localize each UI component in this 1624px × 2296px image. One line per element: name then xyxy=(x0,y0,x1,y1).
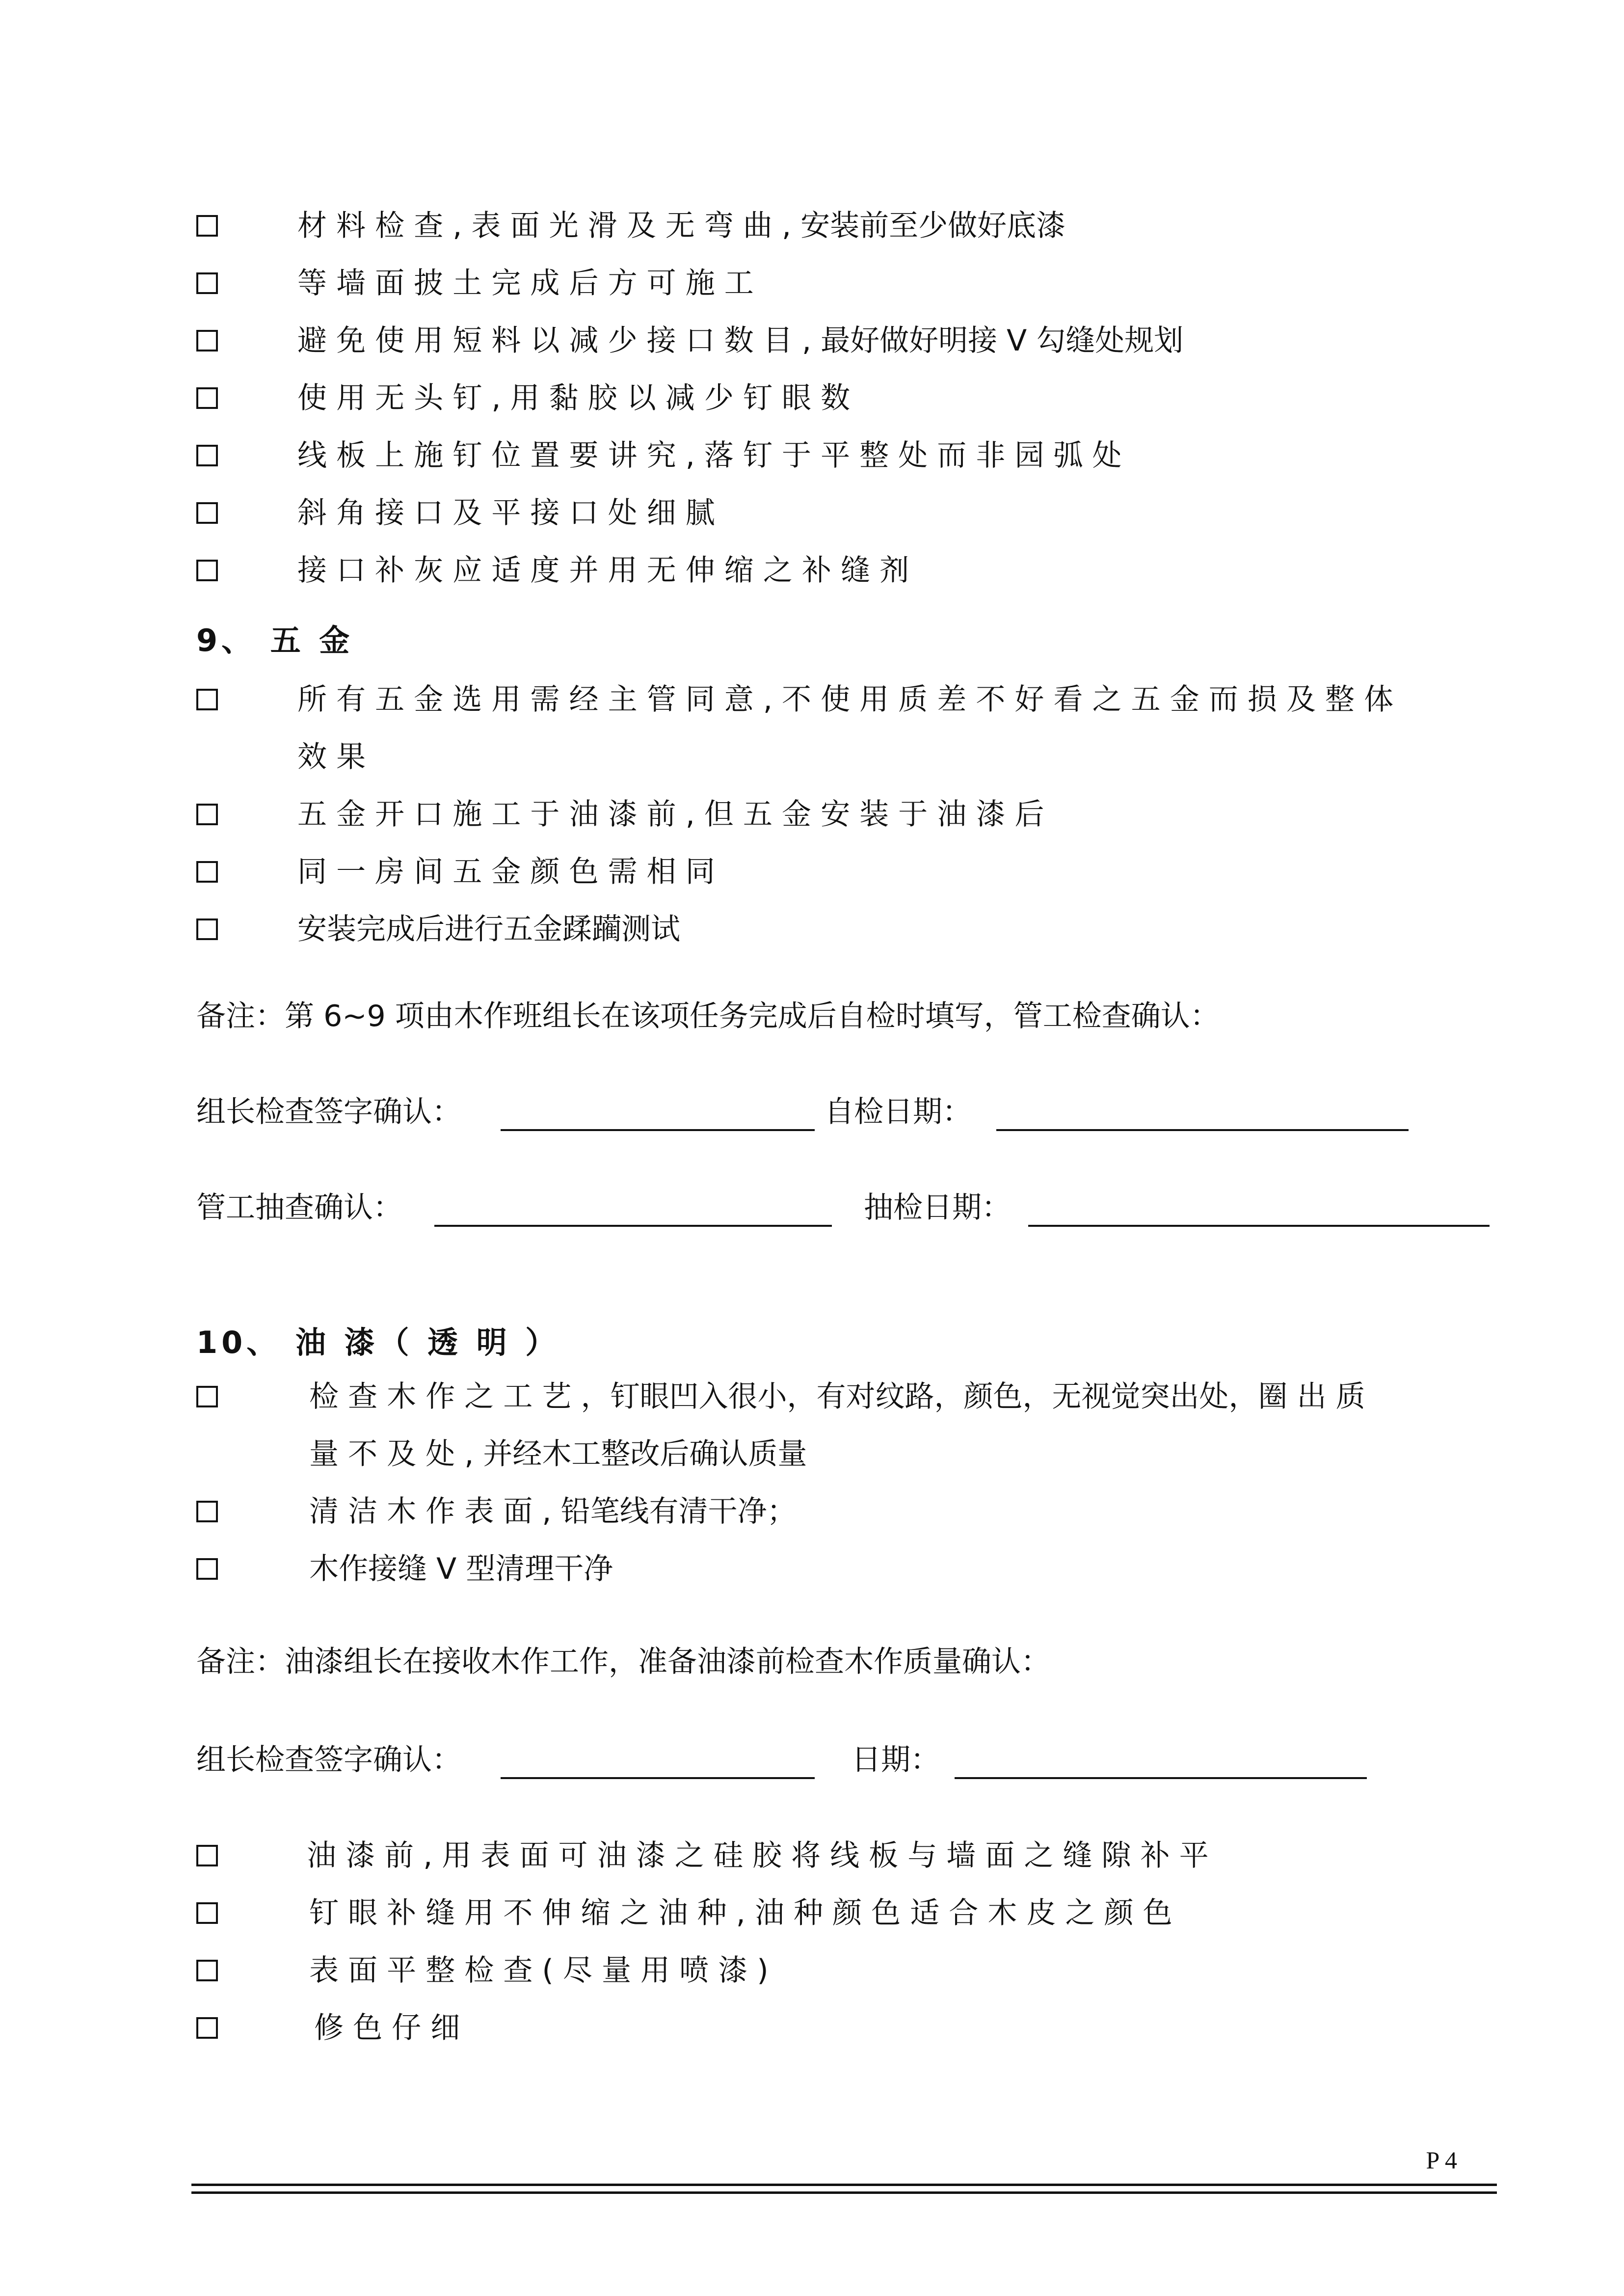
section-10-title: 10、 油 漆（ 透 明 ） xyxy=(196,1324,560,1360)
page-number: P 4 xyxy=(1426,2146,1457,2174)
section-10-note: 备注：油漆组长在接收木作工作，准备油漆前检查木作质量确认： xyxy=(196,1645,1050,1679)
checkbox[interactable] xyxy=(196,804,218,825)
checklist-item-text-cont: 效 果 xyxy=(297,740,366,774)
checklist-item xyxy=(196,259,218,308)
leader-signature-field[interactable] xyxy=(501,1129,815,1131)
checklist-item-text: 斜 角 接 口 及 平 接 口 处 细 腻 xyxy=(297,496,715,530)
checklist-item-text: 同 一 房 间 五 金 颜 色 需 相 同 xyxy=(297,855,715,889)
checklist-item-text: 所 有 五 金 选 用 需 经 主 管 同 意 , 不 使 用 质 差 不 好 看 之 五 金 而 损 及 整 体 xyxy=(297,682,1394,717)
checkbox[interactable] xyxy=(196,215,218,237)
paint-leader-signature-label: 组长检查签字确认： xyxy=(196,1743,461,1777)
checklist-item xyxy=(196,790,218,839)
supervisor-signature-label: 管工抽查确认： xyxy=(196,1190,402,1225)
self-check-date-field[interactable] xyxy=(996,1129,1409,1131)
leader-signature-label: 组长检查签字确认： xyxy=(196,1095,461,1129)
checklist-item-text: 使 用 无 头 钉 , 用 黏 胶 以 减 少 钉 眼 数 xyxy=(297,381,851,415)
checklist-item-text: 等 墙 面 披 土 完 成 后 方 可 施 工 xyxy=(297,266,754,300)
checkbox[interactable] xyxy=(196,1558,218,1580)
checkbox[interactable] xyxy=(196,1960,218,1981)
checklist-item xyxy=(196,1544,218,1594)
checklist-item xyxy=(196,2003,218,2053)
checklist-item-text: 木作接缝 V 型清理干净 xyxy=(309,1552,613,1586)
checkbox[interactable] xyxy=(196,387,218,409)
checklist-item-text: 五 金 开 口 施 工 于 油 漆 前 , 但 五 金 安 装 于 油 漆 后 xyxy=(297,797,1044,832)
checklist-item-text: 油 漆 前 , 用 表 面 可 油 漆 之 硅 胶 将 线 板 与 墙 面 之 缝 隙 补 平 xyxy=(307,1838,1209,1873)
footer-rule xyxy=(191,2184,1497,2186)
checkbox[interactable] xyxy=(196,861,218,883)
checklist-item xyxy=(196,847,218,896)
checklist-item-text: 表 面 平 整 检 查 ( 尽 量 用 喷 漆 ) xyxy=(309,1953,769,1988)
spot-check-date-label: 抽检日期： xyxy=(864,1190,1011,1225)
checklist-item xyxy=(196,488,218,538)
checklist-item xyxy=(196,431,218,480)
checklist-item xyxy=(196,1487,218,1536)
checkbox[interactable] xyxy=(196,1501,218,1522)
checklist-item xyxy=(196,1372,218,1421)
checklist-item xyxy=(196,1831,218,1880)
checklist-item-text: 安装完成后进行五金蹂躏测试 xyxy=(297,912,680,946)
checkbox[interactable] xyxy=(196,1845,218,1866)
checklist-item xyxy=(196,201,218,250)
checklist-item-text-cont: 量 不 及 处 , 并经木工整改后确认质量 xyxy=(309,1437,807,1471)
checklist-item-text: 检 查 木 作 之 工 艺 ，钉眼凹入很小，有对纹路，颜色，无视觉突出处，圈 出 质 xyxy=(309,1379,1365,1414)
checklist-item xyxy=(196,1889,218,1938)
checklist-item xyxy=(196,546,218,595)
checklist-item xyxy=(196,316,218,365)
self-check-date-label: 自检日期： xyxy=(825,1095,972,1129)
paint-leader-signature-field[interactable] xyxy=(501,1777,815,1779)
checkbox[interactable] xyxy=(196,502,218,524)
checklist-item xyxy=(196,675,218,724)
checkbox[interactable] xyxy=(196,330,218,351)
checkbox[interactable] xyxy=(196,918,218,940)
checklist-item xyxy=(196,374,218,423)
checkbox[interactable] xyxy=(196,689,218,710)
checklist-item-text: 避 免 使 用 短 料 以 减 少 接 口 数 目 , 最好做好明接 V 勾缝处规划 xyxy=(297,324,1184,358)
footer-rule xyxy=(191,2191,1497,2194)
paint-date-field[interactable] xyxy=(955,1777,1367,1779)
checkbox[interactable] xyxy=(196,1902,218,1924)
checkbox[interactable] xyxy=(196,445,218,466)
checkbox[interactable] xyxy=(196,1386,218,1407)
checklist-item-text: 线 板 上 施 钉 位 置 要 讲 究 , 落 钉 于 平 整 处 而 非 园 弧 处 xyxy=(297,438,1122,473)
paint-date-label: 日期： xyxy=(852,1743,940,1777)
checklist-item-text: 钉 眼 补 缝 用 不 伸 缩 之 油 种 , 油 种 颜 色 适 合 木 皮 之 颜 色 xyxy=(309,1896,1172,1930)
checkbox[interactable] xyxy=(196,272,218,294)
checklist-item-text: 清 洁 木 作 表 面 , 铅笔线有清干净； xyxy=(309,1494,797,1529)
spot-check-date-field[interactable] xyxy=(1028,1225,1490,1227)
checklist-item xyxy=(196,905,218,954)
checklist-item xyxy=(196,1946,218,1995)
checklist-item-text: 接 口 补 灰 应 适 度 并 用 无 伸 缩 之 补 缝 剂 xyxy=(297,553,909,588)
checklist-item-text: 材 料 检 查 , 表 面 光 滑 及 无 弯 曲 , 安装前至少做好底漆 xyxy=(297,209,1066,243)
checkbox[interactable] xyxy=(196,2017,218,2039)
section-9-title: 9、 五 金 xyxy=(196,622,354,658)
checkbox[interactable] xyxy=(196,560,218,581)
supervisor-signature-field[interactable] xyxy=(434,1225,832,1227)
section-9-note: 备注：第 6~9 项由木作班组长在该项任务完成后自检时填写，管工检查确认： xyxy=(196,999,1220,1033)
checklist-item-text: 修 色 仔 细 xyxy=(314,2011,460,2045)
